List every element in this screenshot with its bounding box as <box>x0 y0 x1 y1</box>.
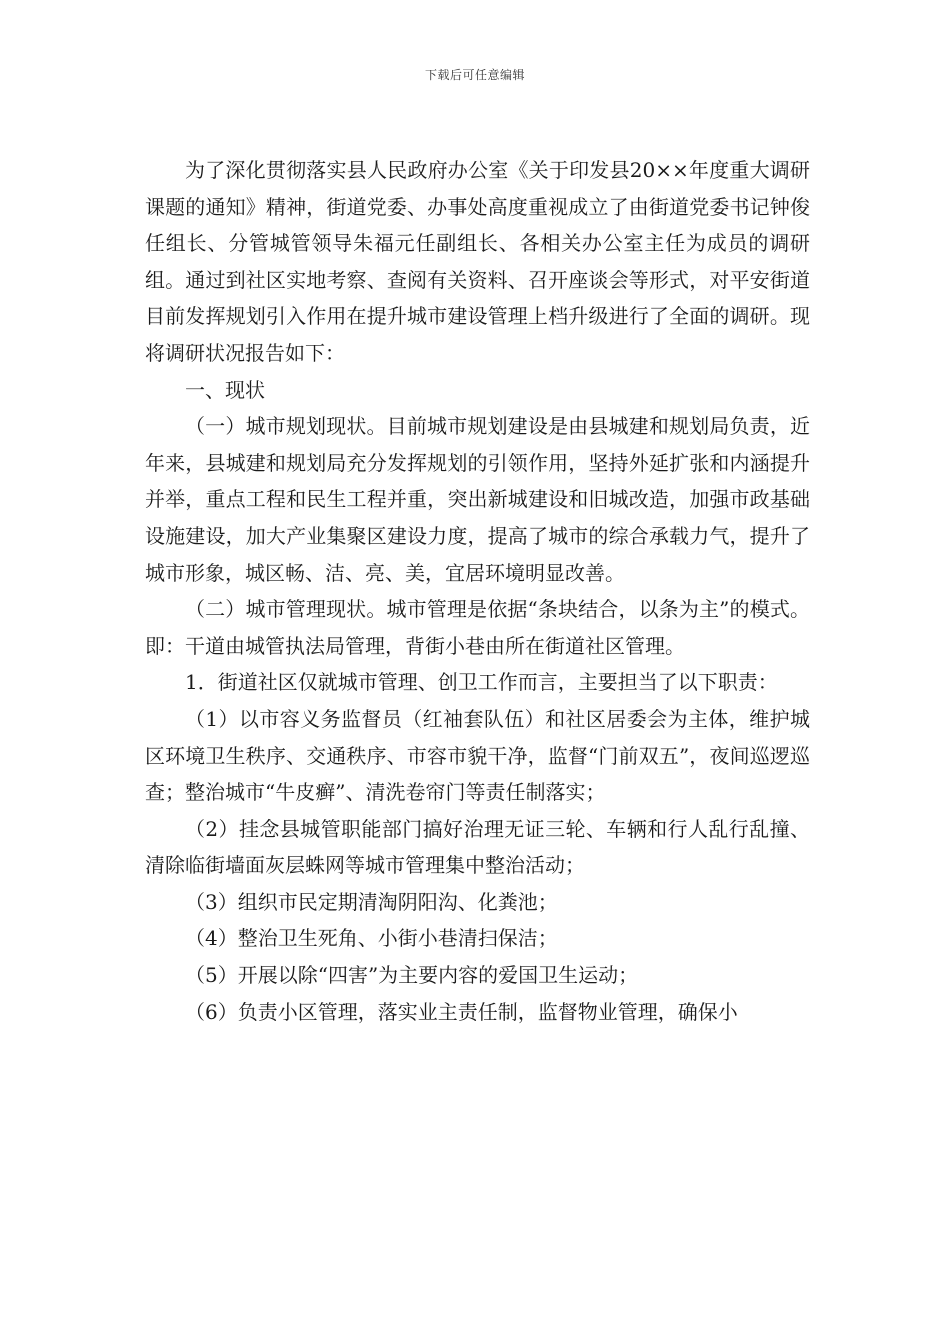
paragraph-urban-planning: （一）城市规划现状。目前城市规划建设是由县城建和规划局负责，近年来，县城建和规划局充分发挥规划的引领作用，坚持外延扩张和内涵提升并举，重点工程和民生工程并重，突出新城建设和旧城改造，加强市政基础设施建设，加大产业集聚区建设力度，提高了城市的综合承载力气，提升了城市形象，城区畅、洁、亮、美，宜居环境明显改善。 <box>145 414 810 585</box>
list-item-duty-4: （4）整治卫生死角、小街小巷清扫保洁； <box>185 926 558 951</box>
list-item-duty-6: （6）负责小区管理，落实业主责任制，监督物业管理，确保小 <box>185 999 738 1024</box>
page-header-note: 下载后可任意编辑 <box>424 68 525 82</box>
document-body <box>145 152 810 1030</box>
list-item-duty-5: （5）开展以除“四害”为主要内容的爱国卫生运动； <box>185 963 639 988</box>
paragraph-urban-management: （二）城市管理现状。城市管理是依据“条块结合，以条为主”的模式。即：干道由城管执法局管理，背街小巷由所在街道社区管理。 <box>145 597 810 658</box>
paragraph-intro: 为了深化贯彻落实县人民政府办公室《关于印发县20××年度重大调研课题的通知》精神，街道党委、办事处高度重视成立了由街道党委书记钟俊任组长、分管城管领导朱福元任副组长、各相关办公室主任为成员的调研组。通过到社区实地考察、查阅有关资料、召开座谈会等形式，对平安街道目前发挥规划引入作用在提升城市建设管理上档升级进行了全面的调研。现将调研状况报告如下： <box>145 158 810 365</box>
list-item-duty-1: （1）以市容义务监督员（红袖套队伍）和社区居委会为主体，维护城区环境卫生秩序、交通秩序、市容市貌干净，监督“门前双五”，夜间巡逻巡查；整治城市“牛皮癣”、清洗卷帘门等责任制落实； <box>145 706 810 805</box>
list-item-duty-3: （3）组织市民定期清淘阴阳沟、化粪池； <box>185 889 558 914</box>
list-item-duty-2: （2）挂念县城管职能部门搞好治理无证三轮、车辆和行人乱行乱撞、清除临街墙面灰层蛛网等城市管理集中整治活动； <box>145 816 810 878</box>
paragraph-duties-intro: 1．街道社区仅就城市管理、创卫工作而言，主要担当了以下职责： <box>185 670 778 695</box>
section-heading-status: 一、现状 <box>185 377 265 402</box>
